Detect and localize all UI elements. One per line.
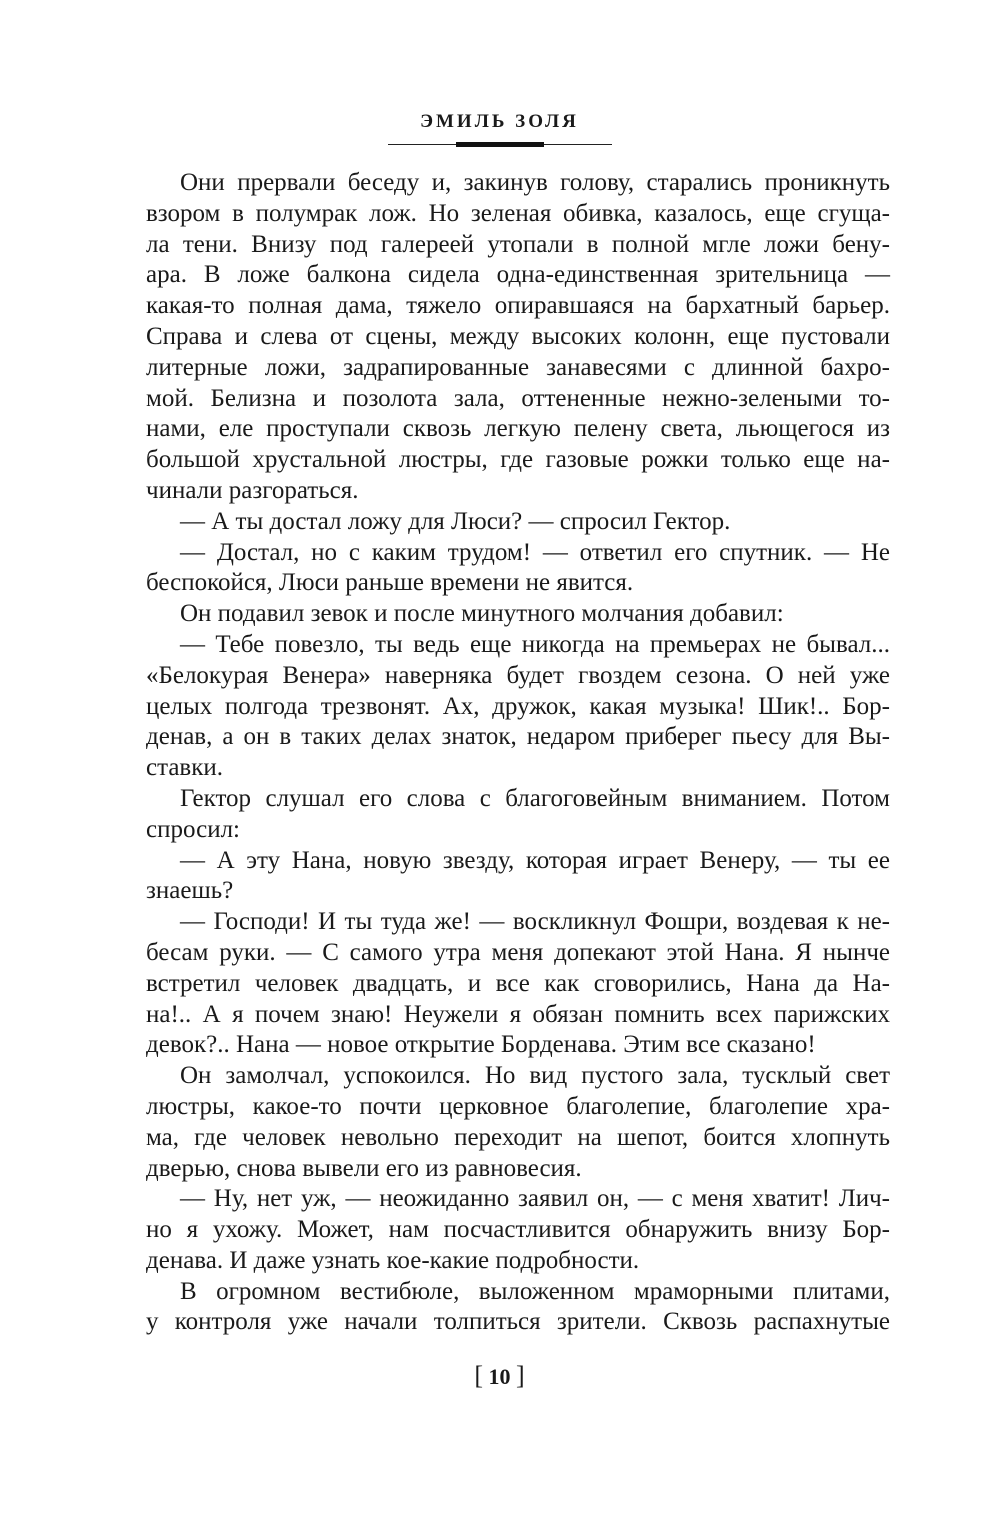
text-line: ма, где человек невольно переходит на шепот, боится хлопнуть: [146, 1123, 890, 1151]
text-line: ара. В ложе балкона сидела одна-единственная зрительница —: [146, 261, 890, 289]
author-name: ЭМИЛЬ ЗОЛЯ: [420, 111, 579, 132]
text-line: девок?.. Нана — новое открытие Борденава. Этим все сказано!: [146, 1031, 816, 1059]
text-line: Он подавил зевок и после минутного молчания добавил:: [180, 600, 784, 628]
page-number-bracket-right: ]: [516, 1361, 525, 1390]
text-line: бесам руки. — С самого утра меня допекают этой Нана. Я нынче: [146, 938, 890, 966]
header-rule-thick: [456, 142, 544, 147]
text-line: на!.. А я почем знаю! Неужели я обязан помнить всех парижских: [146, 1000, 890, 1028]
text-line: но я ухожу. Может, нам посчастливится обнаружить внизу Бор-: [146, 1216, 890, 1244]
text-line: у контроля уже начали толпиться зрители. Сквозь распахнутые: [146, 1308, 890, 1336]
text-line: Справа и слева от сцены, между высоких колонн, еще пустовали: [146, 322, 890, 350]
text-line: денава. И даже узнать кое-какие подробности.: [146, 1246, 640, 1274]
text-line: ла тени. Внизу под галереей утопали в полной мгле ложи бену-: [146, 230, 890, 258]
page-number: 10: [488, 1364, 511, 1389]
text-line: чинали разгораться.: [146, 476, 359, 504]
page-footer: [0, 1361, 999, 1392]
text-line: какая-то полная дама, тяжело опиравшаяся на бархатный барьер.: [146, 292, 890, 320]
text-line: знаешь?: [146, 877, 234, 905]
text-line: — Достал, но с каким трудом! — ответил его спутник. — Не: [180, 538, 890, 566]
text-line: — Ну, нет уж, — неожиданно заявил он, — с меня хватит! Лич-: [180, 1185, 890, 1213]
text-line: — Господи! И ты туда же! — воскликнул Фошри, воздевая к не-: [180, 908, 890, 936]
text-line: дверью, снова вывели его из равновесия.: [146, 1154, 582, 1182]
text-line: взором в полумрак лож. Но зеленая обивка, казалось, еще сгуща-: [146, 199, 890, 227]
page-number-bracket-left: [: [474, 1361, 483, 1390]
text-line: встретил человек двадцать, и все как сговорились, Нана да На-: [146, 969, 890, 997]
text-line: нами, еле проступали сквозь легкую пелену света, льющегося из: [146, 415, 890, 443]
text-line: литерные ложи, задрапированные занавесями с длинной бахро-: [146, 353, 890, 381]
text-line: ставки.: [146, 754, 224, 782]
text-line: — А эту Нана, новую звезду, которая играет Венеру, — ты ее: [180, 846, 890, 874]
header-rule: [388, 142, 612, 147]
text-line: Он замолчал, успокоился. Но вид пустого зала, тусклый свет: [180, 1062, 890, 1090]
text-line: — А ты достал ложу для Люси? — спросил Гектор.: [180, 507, 731, 535]
text-line: мой. Белизна и позолота зала, оттененные нежно-зелеными то-: [146, 384, 890, 412]
text-line: Они прервали беседу и, закинув голову, старались проникнуть: [180, 169, 890, 196]
body-text: [146, 168, 890, 1338]
text-line: большой хрустальной люстры, где газовые рожки только еще на-: [146, 446, 890, 474]
text-line: беспокойся, Люси раньше времени не явится.: [146, 569, 634, 597]
text-line: денав, а он в таких делах знаток, недаром приберег пьесу для Вы-: [146, 723, 890, 751]
text-line: спросил:: [146, 815, 240, 843]
text-line: люстры, какое-то почти церковное благолепие, благолепие хра-: [146, 1092, 890, 1120]
text-line: В огромном вестибюле, выложенном мраморными плитами,: [180, 1277, 890, 1305]
text-line: «Белокурая Венера» наверняка будет гвоздем сезона. О ней уже: [146, 661, 890, 689]
text-line: Гектор слушал его слова с благоговейным вниманием. Потом: [180, 784, 890, 812]
text-line: — Тебе повезло, ты ведь еще никогда на премьерах не бывал...: [180, 630, 890, 658]
running-header: [0, 108, 999, 147]
text-line: целых полгода трезвонят. Ах, дружок, какая музыка! Шик!.. Бор-: [146, 692, 890, 720]
